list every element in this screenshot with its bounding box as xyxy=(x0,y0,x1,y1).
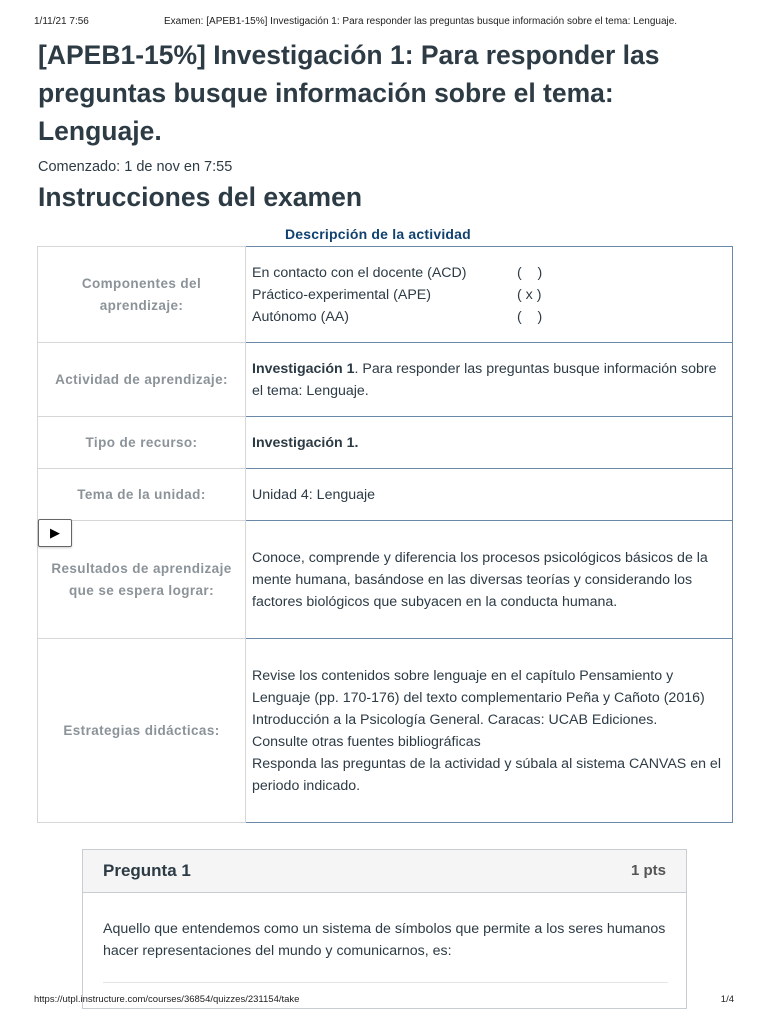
component-item xyxy=(252,262,726,284)
table-row xyxy=(38,343,733,417)
print-url: https://utpl.instructure.com/courses/36854/quizzes/231154/take xyxy=(34,994,300,1005)
print-header xyxy=(34,16,734,30)
component-mark: ( ) xyxy=(517,308,543,325)
unit-topic-label: Tema de la unidad: xyxy=(38,469,246,521)
quiz-title: [APEB1-15%] Investigación 1: Para responder las preguntas busque información sobre el tema: Lenguaje. xyxy=(38,40,660,146)
instructions-heading: Instrucciones del examen xyxy=(38,182,363,212)
strategy-line: Consulte otras fuentes bibliográficas xyxy=(252,733,481,750)
play-button[interactable] xyxy=(38,519,72,547)
strategy-line: Responda las preguntas de la actividad y súbala al sistema CANVAS en el periodo indicado. xyxy=(252,755,721,794)
component-label: En contacto con el docente (ACD) xyxy=(252,264,467,281)
strategy-line: Revise los contenidos sobre lenguaje en el capítulo Pensamiento y Lenguaje (pp. 170-176) del texto complementario Peña y Cañoto (2016) Introducción a la Psicología General. Caracas: UCAB Ediciones. xyxy=(252,667,705,728)
quiz-started-time: Comenzado: 1 de nov en 7:55 xyxy=(38,159,233,175)
activity-label: Actividad de aprendizaje: xyxy=(38,343,246,417)
didactic-strategies-label: Estrategias didácticas: xyxy=(38,639,246,823)
question-text: Aquello que entendemos como un sistema de símbolos que permite a los seres humanos hacer representaciones del mundo y comunicarnos, es: xyxy=(103,921,666,959)
play-icon: ▶ xyxy=(50,525,60,540)
didactic-strategies-value xyxy=(246,639,733,823)
components-value xyxy=(246,247,733,343)
component-label: Autónomo (AA) xyxy=(252,308,349,325)
activity-value xyxy=(246,343,733,417)
print-footer xyxy=(34,994,734,1008)
learning-results-value: Conoce, comprende y diferencia los procesos psicológicos básicos de la mente humana, basándose en las diversas teorías y considerando los factores biológicos que subyacen en la conducta humana. xyxy=(246,521,733,639)
resource-type-label: Tipo de recurso: xyxy=(38,417,246,469)
activity-description-heading: Descripción de la actividad xyxy=(285,226,471,242)
activity-description-table xyxy=(37,246,733,823)
resource-type-value-text: Investigación 1. xyxy=(252,434,359,451)
table-row xyxy=(38,247,733,343)
print-page-number: 1/4 xyxy=(720,994,734,1005)
components-label: Componentes del aprendizaje: xyxy=(38,247,246,343)
table-row xyxy=(38,639,733,823)
question-divider xyxy=(103,982,668,983)
component-label: Práctico-experimental (APE) xyxy=(252,286,431,303)
print-document-title: Examen: [APEB1-15%] Investigación 1: Para responder las preguntas busque información sobre el tema: Lenguaje. xyxy=(164,16,678,27)
question-card xyxy=(82,849,687,1009)
activity-value-text: . Para responder las preguntas busque información sobre el tema: Lenguaje. xyxy=(252,360,717,399)
question-header xyxy=(83,850,686,893)
component-item xyxy=(252,284,726,306)
question-name: Pregunta 1 xyxy=(103,861,191,880)
component-mark: ( x ) xyxy=(517,286,542,303)
question-points: 1 pts xyxy=(630,862,666,879)
component-item xyxy=(252,306,726,328)
table-row xyxy=(38,469,733,521)
print-date: 1/11/21 7:56 xyxy=(34,16,89,27)
learning-results-label: Resultados de aprendizaje que se espera lograr: xyxy=(38,521,246,639)
table-row xyxy=(38,417,733,469)
resource-type-value xyxy=(246,417,733,469)
component-mark: ( ) xyxy=(517,264,543,281)
table-row xyxy=(38,521,733,639)
activity-value-bold: Investigación 1 xyxy=(252,360,355,377)
unit-topic-value: Unidad 4: Lenguaje xyxy=(246,469,733,521)
